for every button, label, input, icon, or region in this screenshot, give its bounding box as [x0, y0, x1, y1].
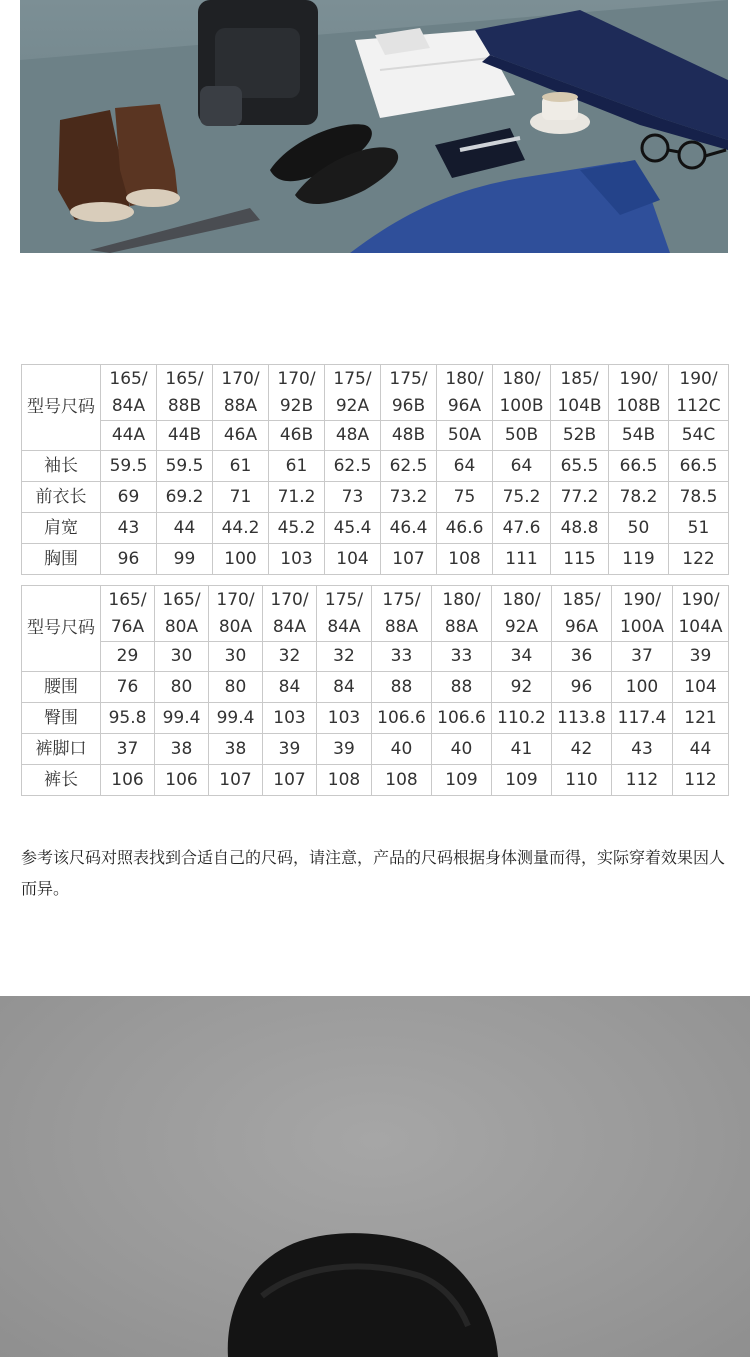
- measurement-value-cell: 109: [432, 765, 492, 796]
- measurement-value-cell: 69.2: [157, 482, 213, 513]
- measurement-value-cell: 103: [263, 703, 317, 734]
- measurement-value-cell: 62.5: [325, 451, 381, 482]
- measurement-value-cell: 100: [213, 544, 269, 575]
- measurement-value-cell: 65.5: [551, 451, 609, 482]
- bottom-size-table: [21, 585, 729, 796]
- measurement-value-cell: 51: [669, 513, 729, 544]
- measurement-value-cell: 84: [317, 672, 372, 703]
- measurement-value-cell: 45.2: [269, 513, 325, 544]
- size-code-cell: 46B: [269, 421, 325, 451]
- top-size-table: [21, 364, 729, 575]
- measurement-row: [22, 734, 729, 765]
- measurement-value-cell: 64: [493, 451, 551, 482]
- size-code-row: [22, 421, 729, 451]
- size-header-cell: 165/ 80A: [155, 586, 209, 642]
- size-code-cell: 39: [673, 642, 729, 672]
- measurement-value-cell: 46.6: [437, 513, 493, 544]
- measurement-row: [22, 451, 729, 482]
- measurement-value-cell: 37: [101, 734, 155, 765]
- measurement-value-cell: 80: [155, 672, 209, 703]
- size-header-cell: 170/ 84A: [263, 586, 317, 642]
- measurement-label-cell: 肩宽: [22, 513, 101, 544]
- measurement-label-cell: 臀围: [22, 703, 101, 734]
- size-code-cell: 32: [317, 642, 372, 672]
- size-label-cell: 型号尺码: [22, 586, 101, 672]
- size-code-cell: 34: [492, 642, 552, 672]
- measurement-row: [22, 482, 729, 513]
- size-code-cell: 52B: [551, 421, 609, 451]
- measurement-value-cell: 71: [213, 482, 269, 513]
- measurement-row: [22, 544, 729, 575]
- measurement-value-cell: 44: [673, 734, 729, 765]
- size-header-cell: 175/ 84A: [317, 586, 372, 642]
- size-header-cell: 180/ 88A: [432, 586, 492, 642]
- measurement-value-cell: 99: [157, 544, 213, 575]
- size-code-cell: 30: [155, 642, 209, 672]
- hero-product-image: [20, 0, 728, 253]
- measurement-value-cell: 43: [101, 513, 157, 544]
- size-header-cell: 190/ 104A: [673, 586, 729, 642]
- size-header-cell: 190/ 100A: [612, 586, 673, 642]
- size-code-cell: 30: [209, 642, 263, 672]
- measurement-value-cell: 108: [372, 765, 432, 796]
- measurement-value-cell: 111: [493, 544, 551, 575]
- size-header-cell: 185/ 104B: [551, 365, 609, 421]
- size-code-cell: 54C: [669, 421, 729, 451]
- model-photo: [0, 996, 750, 1357]
- size-header-cell: 165/ 76A: [101, 586, 155, 642]
- measurement-value-cell: 39: [263, 734, 317, 765]
- measurement-value-cell: 48.8: [551, 513, 609, 544]
- measurement-value-cell: 45.4: [325, 513, 381, 544]
- size-header-cell: 175/ 92A: [325, 365, 381, 421]
- measurement-label-cell: 裤长: [22, 765, 101, 796]
- size-label-cell: 型号尺码: [22, 365, 101, 451]
- measurement-value-cell: 121: [673, 703, 729, 734]
- measurement-value-cell: 96: [101, 544, 157, 575]
- measurement-value-cell: 108: [437, 544, 493, 575]
- measurement-value-cell: 71.2: [269, 482, 325, 513]
- measurement-value-cell: 78.5: [669, 482, 729, 513]
- measurement-value-cell: 112: [673, 765, 729, 796]
- measurement-value-cell: 106: [101, 765, 155, 796]
- size-code-cell: 33: [372, 642, 432, 672]
- measurement-value-cell: 122: [669, 544, 729, 575]
- size-code-cell: 48B: [381, 421, 437, 451]
- measurement-value-cell: 106: [155, 765, 209, 796]
- measurement-value-cell: 84: [263, 672, 317, 703]
- measurement-value-cell: 113.8: [552, 703, 612, 734]
- measurement-value-cell: 115: [551, 544, 609, 575]
- measurement-value-cell: 39: [317, 734, 372, 765]
- size-header-cell: 180/ 100B: [493, 365, 551, 421]
- measurement-value-cell: 76: [101, 672, 155, 703]
- model-hair-illustration: [0, 996, 750, 1357]
- measurement-value-cell: 119: [609, 544, 669, 575]
- measurement-value-cell: 40: [372, 734, 432, 765]
- size-header-cell: 180/ 92A: [492, 586, 552, 642]
- size-code-row: [22, 642, 729, 672]
- measurement-value-cell: 103: [317, 703, 372, 734]
- size-header-cell: 175/ 88A: [372, 586, 432, 642]
- measurement-value-cell: 62.5: [381, 451, 437, 482]
- size-code-cell: 46A: [213, 421, 269, 451]
- measurement-value-cell: 95.8: [101, 703, 155, 734]
- size-header-cell: 170/ 92B: [269, 365, 325, 421]
- size-code-cell: 48A: [325, 421, 381, 451]
- size-header-row: [22, 586, 729, 642]
- measurement-value-cell: 42: [552, 734, 612, 765]
- size-code-cell: 44A: [101, 421, 157, 451]
- measurement-label-cell: 袖长: [22, 451, 101, 482]
- measurement-value-cell: 44.2: [213, 513, 269, 544]
- measurement-value-cell: 69: [101, 482, 157, 513]
- measurement-value-cell: 100: [612, 672, 673, 703]
- measurement-value-cell: 92: [492, 672, 552, 703]
- measurement-value-cell: 99.4: [155, 703, 209, 734]
- measurement-row: [22, 703, 729, 734]
- measurement-value-cell: 61: [213, 451, 269, 482]
- size-header-cell: 165/ 84A: [101, 365, 157, 421]
- measurement-value-cell: 59.5: [101, 451, 157, 482]
- measurement-value-cell: 78.2: [609, 482, 669, 513]
- measurement-value-cell: 40: [432, 734, 492, 765]
- measurement-value-cell: 106.6: [432, 703, 492, 734]
- measurement-value-cell: 61: [269, 451, 325, 482]
- size-code-cell: 33: [432, 642, 492, 672]
- measurement-value-cell: 50: [609, 513, 669, 544]
- measurement-value-cell: 110.2: [492, 703, 552, 734]
- measurement-value-cell: 107: [381, 544, 437, 575]
- measurement-value-cell: 44: [157, 513, 213, 544]
- measurement-value-cell: 73.2: [381, 482, 437, 513]
- measurement-value-cell: 75: [437, 482, 493, 513]
- size-code-cell: 32: [263, 642, 317, 672]
- measurement-value-cell: 47.6: [493, 513, 551, 544]
- measurement-row: [22, 765, 729, 796]
- measurement-value-cell: 88: [432, 672, 492, 703]
- size-header-cell: 175/ 96B: [381, 365, 437, 421]
- size-code-cell: 29: [101, 642, 155, 672]
- measurement-label-cell: 胸围: [22, 544, 101, 575]
- size-header-cell: 190/ 108B: [609, 365, 669, 421]
- size-code-cell: 50A: [437, 421, 493, 451]
- size-header-cell: 165/ 88B: [157, 365, 213, 421]
- measurement-value-cell: 104: [325, 544, 381, 575]
- measurement-row: [22, 672, 729, 703]
- measurement-value-cell: 66.5: [609, 451, 669, 482]
- measurement-value-cell: 46.4: [381, 513, 437, 544]
- size-header-cell: 180/ 96A: [437, 365, 493, 421]
- measurement-value-cell: 112: [612, 765, 673, 796]
- measurement-value-cell: 107: [263, 765, 317, 796]
- measurement-value-cell: 110: [552, 765, 612, 796]
- measurement-value-cell: 59.5: [157, 451, 213, 482]
- measurement-value-cell: 88: [372, 672, 432, 703]
- measurement-value-cell: 108: [317, 765, 372, 796]
- size-header-cell: 170/ 88A: [213, 365, 269, 421]
- size-header-cell: 190/ 112C: [669, 365, 729, 421]
- measurement-label-cell: 腰围: [22, 672, 101, 703]
- boots-shape: [58, 104, 180, 222]
- size-code-cell: 44B: [157, 421, 213, 451]
- size-code-cell: 54B: [609, 421, 669, 451]
- size-code-cell: 50B: [493, 421, 551, 451]
- measurement-value-cell: 77.2: [551, 482, 609, 513]
- size-note-text: 参考该尺码对照表找到合适自己的尺码，请注意，产品的尺码根据身体测量而得，实际穿着效果因人而异。: [21, 848, 726, 898]
- measurement-value-cell: 43: [612, 734, 673, 765]
- measurement-value-cell: 104: [673, 672, 729, 703]
- size-code-cell: 37: [612, 642, 673, 672]
- measurement-value-cell: 103: [269, 544, 325, 575]
- measurement-value-cell: 64: [437, 451, 493, 482]
- measurement-value-cell: 38: [209, 734, 263, 765]
- measurement-value-cell: 41: [492, 734, 552, 765]
- size-header-cell: 185/ 96A: [552, 586, 612, 642]
- measurement-value-cell: 99.4: [209, 703, 263, 734]
- measurement-label-cell: 裤脚口: [22, 734, 101, 765]
- measurement-label-cell: 前衣长: [22, 482, 101, 513]
- measurement-value-cell: 96: [552, 672, 612, 703]
- measurement-value-cell: 66.5: [669, 451, 729, 482]
- size-header-row: [22, 365, 729, 421]
- measurement-value-cell: 106.6: [372, 703, 432, 734]
- flatlay-illustration: [20, 0, 728, 253]
- backpack-shape: [198, 0, 318, 126]
- measurement-value-cell: 75.2: [493, 482, 551, 513]
- measurement-value-cell: 117.4: [612, 703, 673, 734]
- measurement-value-cell: 107: [209, 765, 263, 796]
- measurement-value-cell: 80: [209, 672, 263, 703]
- measurement-row: [22, 513, 729, 544]
- size-code-cell: 36: [552, 642, 612, 672]
- size-header-cell: 170/ 80A: [209, 586, 263, 642]
- measurement-value-cell: 38: [155, 734, 209, 765]
- measurement-value-cell: 73: [325, 482, 381, 513]
- measurement-value-cell: 109: [492, 765, 552, 796]
